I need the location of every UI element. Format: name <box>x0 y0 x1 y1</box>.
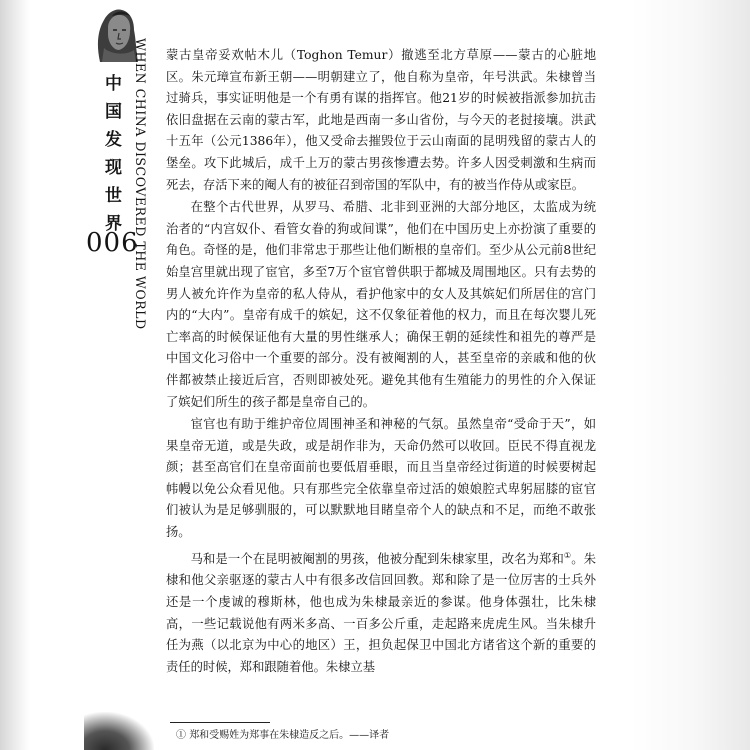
book-title-english: WHEN CHINA DISCOVERED THE WORLD <box>133 38 148 330</box>
footnote-reference[interactable]: ① <box>563 550 572 560</box>
page-number: 006 <box>86 228 139 258</box>
book-title-chinese: 中国发现世界 <box>101 74 121 242</box>
page-gutter-edge <box>0 0 30 750</box>
paragraph-3: 宦官也有助于维护帝位周围神圣和神秘的气氛。虽然皇帝“受命于天”，如果皇帝无道，或是失政，或是胡作非为，天命仍然可以收回。臣民不得直视龙颜；甚至高官们在皇帝面前也要低眉垂眼，而且当皇帝经过街道的时候要树起帏幔以免公众看见他。只有那些完全依靠皇帝过活的娘娘腔式卑躬屈膝的宦官们被认为是足够驯服的，可以默默地目睹皇帝个人的缺点和不足，而绝不敢张扬。 <box>166 417 596 540</box>
scan-smudge <box>84 712 154 750</box>
main-text <box>166 45 596 678</box>
page-right-shadow <box>632 0 750 750</box>
paragraph-2: 在整个古代世界，从罗马、希腊、北非到亚洲的大部分地区，太监成为统治者的“内宫奴仆、看管女眷的狗或间谍”，他们在中国历史上亦扮演了重要的角色。奇怪的是，他们非常忠于那些让他们断根的皇帝们。至少从公元前8世纪始皇宫里就出现了宦官，多至7万个宦官曾供职于都城及周围地区。只有去势的男人被允许作为皇帝的私人侍从，看护他家中的女人及其嫔妃们所居住的宫门内的“大内”。皇帝有成千的嫔妃，这不仅象征着他的权力，而且在每次婴儿死亡率高的时候保证他有大量的男性继承人；确保王朝的延续性和祖先的尊严是中国文化习俗中一个重要的部分。没有被阉割的人，甚至皇帝的亲戚和他的伙伴都被禁止接近后宫，否则即被处死。避免其他有生殖能力的男性的介入保证了嫔妃们所生的孩子都是皇帝自己的。 <box>166 200 596 409</box>
paragraph-1: 蒙古皇帝妥欢帖木儿（Toghon Temur）撤逃至北方草原——蒙古的心脏地区。朱元璋宣布新王朝——明朝建立了，他自称为皇帝，年号洪武。朱棣曾当过骑兵，事实证明他是一个有勇有谋的指挥官。他21岁的时候被指派参加抗击依旧盘据在云南的蒙古军，此地是西南一多山省份，与今天的老挝接壤。洪武十五年（公元1386年），他又受命去摧毁位于云山南面的昆明残留的蒙古人的堡垒。攻下此城后，成千上万的蒙古男孩惨遭去势。许多人因受刺激和生病而死去，存活下来的阉人有的被征召到帝国的军队中，有的被当作侍从或家臣。 <box>166 48 596 192</box>
footnote <box>176 729 596 743</box>
footnote-text: 郑和受赐姓为郑事在朱棣造反之后。——译者 <box>189 730 390 741</box>
paragraph-4 <box>166 545 596 679</box>
footnote-marker: ① <box>176 730 186 741</box>
footnote-divider <box>170 722 270 723</box>
paragraph-4-rest: 。朱棣和他父亲驱逐的蒙古人中有很多改信回回教。郑和除了是一位厉害的士兵外还是一个虔诚的穆斯林，他也成为朱棣最亲近的参谋。他身体强壮，比朱棣高，一些记载说他有两米多高、一百多公斤重，走起路来虎虎生风。当朱棣升任为燕（以北京为中心的地区）王，担负起保卫中国北方诸省这个新的重要的责任的时候，郑和跟随着他。朱棣立基 <box>166 551 596 674</box>
paragraph-4-start: 马和是一个在昆明被阉割的男孩，他被分配到朱棣家里，改名为郑和 <box>190 551 564 566</box>
